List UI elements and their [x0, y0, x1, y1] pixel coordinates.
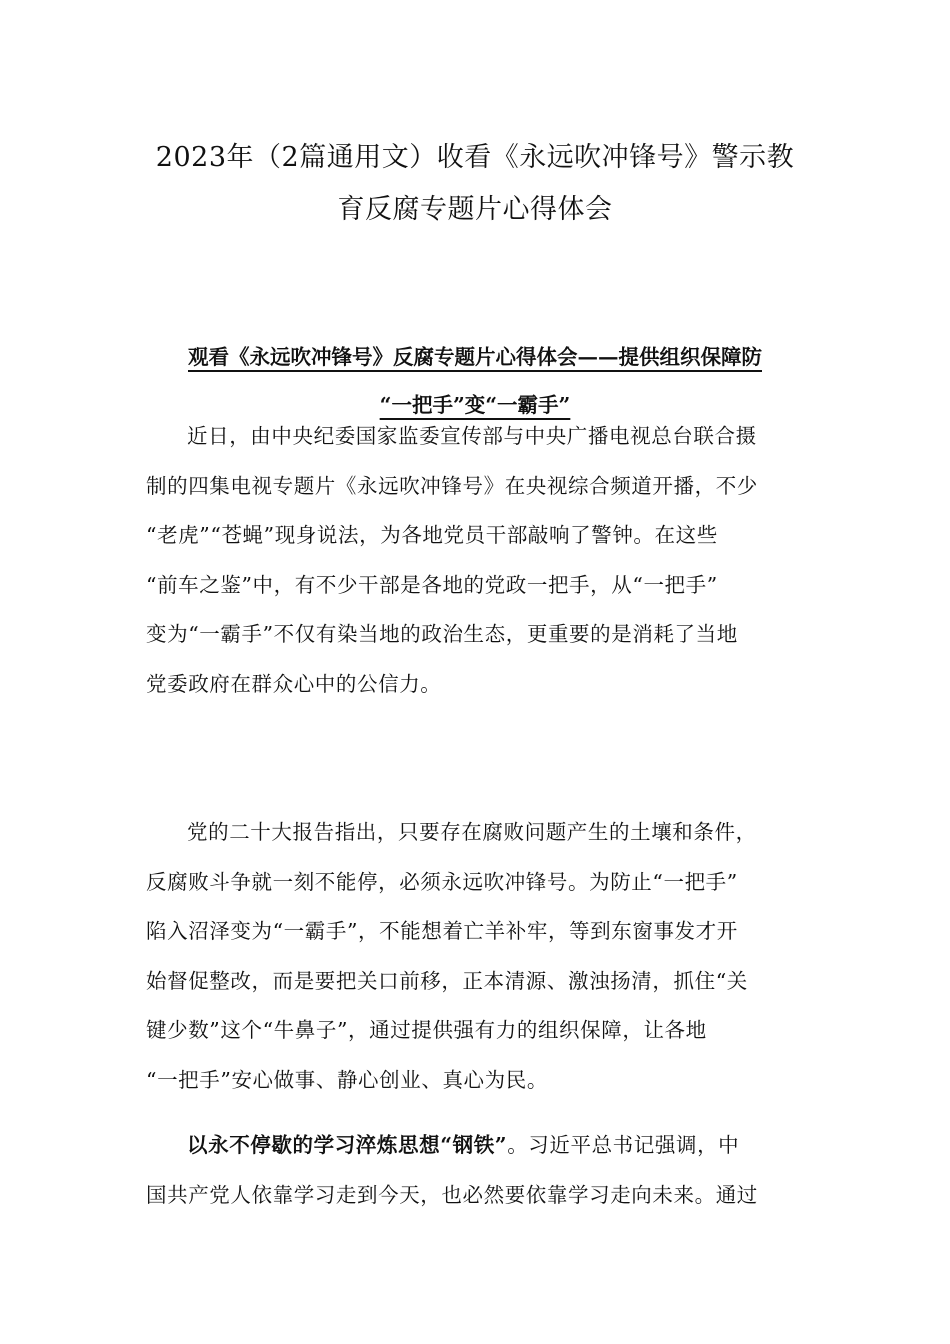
paragraph-3-lead-heading: 以永不停歇的学习淬炼思想“钢铁” [187, 1133, 508, 1157]
paragraph-2-line: 陷入沼泽变为“一霸手”，不能想着亡羊补牢，等到东窗事发才开 [146, 919, 738, 944]
paragraph-3-line [146, 1121, 804, 1171]
paragraph-2-line: 始督促整改，而是要把关口前移，正本清源、激浊扬清，抓住“关 [146, 968, 748, 993]
paragraph-2-line: 党的二十大报告指出，只要存在腐败问题产生的土壤和条件， [187, 820, 757, 844]
subtitle-line-1: 观看《永远吹冲锋号》反腐专题片心得体会——提供组织保障防 [188, 345, 762, 369]
paragraph-2-line: “一把手”安心做事、静心创业、真心为民。 [146, 1067, 548, 1092]
title-line-1: 2023年（2篇通用文）收看《永远吹冲锋号》警示教 [155, 142, 795, 173]
paragraph-1-line: “前车之鉴”中，有不少干部是各地的党政一把手，从“一把手” [146, 572, 718, 597]
paragraph-1-line: “老虎”“苍蝇”现身说法，为各地党员干部敲响了警钟。在这些 [146, 523, 718, 548]
paragraph-2 [146, 808, 804, 1106]
paragraph-1-line: 制的四集电视专题片《永远吹冲锋号》在央视综合频道开播，不少 [146, 473, 758, 498]
paragraph-1 [146, 412, 804, 710]
paragraph-2-line: 反腐败斗争就一刻不能停，必须永远吹冲锋号。为防止“一把手” [146, 869, 738, 894]
paragraph-1-line: 党委政府在群众心中的公信力。 [146, 671, 442, 696]
document-title [130, 132, 820, 236]
title-line-2: 育反腐专题片心得体会 [337, 194, 613, 225]
paragraph-2-line: 键少数”这个“牛鼻子”，通过提供强有力的组织保障，让各地 [146, 1018, 707, 1043]
paragraph-3-text: 。习近平总书记强调，中 [507, 1133, 740, 1157]
subtitle-line-2: “一把手”变“一霸手” [379, 393, 571, 417]
paragraph-1-line: 近日，由中央纪委国家监委宣传部与中央广播电视总台联合摄 [187, 424, 757, 448]
paragraph-3-line: 国共产党人依靠学习走到今天，也必然要依靠学习走向未来。通过 [146, 1182, 758, 1207]
paragraph-3 [146, 1121, 804, 1220]
paragraph-1-line: 变为“一霸手”不仅有染当地的政治生态，更重要的是消耗了当地 [146, 622, 738, 647]
